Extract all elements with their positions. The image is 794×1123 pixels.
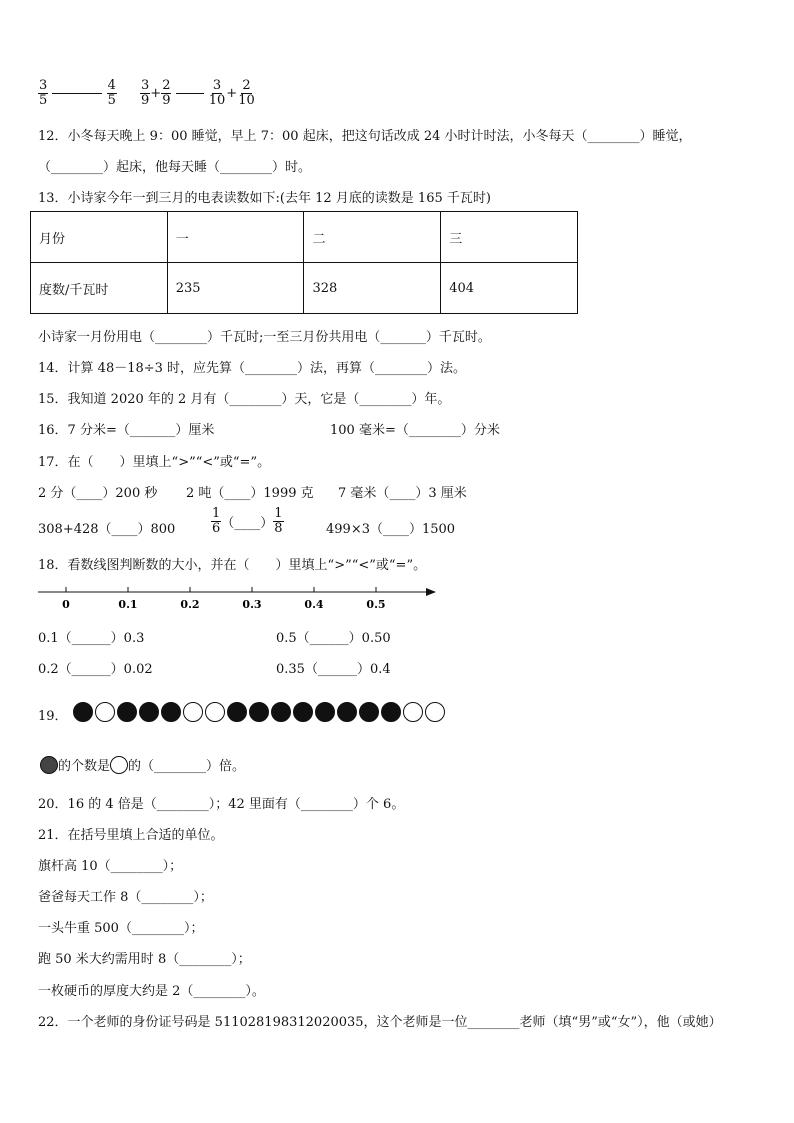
table-row (31, 212, 578, 263)
q18-item: 0.35（______）0.4 (276, 662, 391, 677)
q21-title: 21．在括号里填上合适的单位。 (38, 828, 224, 843)
circle-row (73, 702, 447, 722)
black-circle-icon (249, 702, 269, 722)
q19-number: 19． (38, 709, 68, 724)
number-line-label: 0.1 (118, 598, 138, 611)
number-line-arrow (426, 588, 436, 596)
q17-r2-c: 499×3（____）1500 (326, 522, 456, 537)
q17-title: 17．在（ ）里填上“>”“<”或“=”。 (38, 455, 271, 470)
q21-item: 跑 50 米大约需用时 8（________）； (38, 952, 251, 967)
black-circle-icon (117, 702, 137, 722)
q21-item: 旗杆高 10（________）； (38, 859, 183, 874)
black-circle-icon (337, 702, 357, 722)
table-cell: 二 (304, 212, 441, 263)
q18-item: 0.1（______）0.3 (38, 631, 145, 646)
white-circle-icon (183, 702, 203, 722)
q18-item: 0.2（______）0.02 (38, 662, 153, 677)
q12-line1: 12．小冬每天晚上 9：00 睡觉，早上 7：00 起床，把这句话改成 24 小时计时法，小冬每天（________）睡觉， (38, 129, 692, 144)
answer-blank[interactable] (52, 93, 102, 94)
q20: 20．16 的 4 倍是（________）；42 里面有（________）个 6。 (38, 797, 405, 812)
q12-line2: （________）起床，他每天睡（________）时。 (38, 160, 312, 175)
fraction: $\frac{3}{5}$ (39, 78, 48, 108)
white-circle-icon (95, 702, 115, 722)
q13-text: 13．小诗家今年一到三月的电表读数如下:(去年 12 月底的读数是 165 千瓦时) (38, 191, 491, 206)
number-line-label: 0.5 (366, 598, 386, 611)
q11-compare-1 (38, 79, 117, 108)
white-circle-icon (403, 702, 423, 722)
table-cell: 328 (304, 263, 441, 314)
black-circle-icon (139, 702, 159, 722)
black-circle-icon (271, 702, 291, 722)
fraction: $\frac{4}{5}$ (107, 78, 116, 108)
black-circle-icon (359, 702, 379, 722)
table-row (31, 263, 578, 314)
q18-title: 18．看数线图判断数的大小，并在（ ）里填上“>”“<”或“=”。 (38, 558, 427, 573)
black-circle-icon (315, 702, 335, 722)
q21-item: 一头牛重 500（________）； (38, 921, 204, 936)
black-circle-icon (293, 702, 313, 722)
number-line-label: 0 (62, 598, 70, 611)
number-line-label: 0.4 (304, 598, 324, 611)
table-cell: 度数/千瓦时 (31, 263, 168, 314)
q17-r2-b: $\frac{1}{6}$ （____） $\frac{1}{8}$ (212, 506, 283, 536)
table-cell: 三 (441, 212, 578, 263)
number-line-label: 0.3 (242, 598, 262, 611)
q15: 15．我知道 2020 年的 2 月有（________）天，它是（________）年。 (38, 392, 451, 407)
white-circle-icon (205, 702, 225, 722)
number-line (36, 584, 440, 612)
q21-item: 爸爸每天工作 8（________）； (38, 890, 213, 905)
fraction: $\frac{2}{10}$ (238, 78, 255, 108)
q17-r1-b: 2 吨（____）1999 克 (186, 486, 314, 501)
q14: 14．计算 48－18÷3 时，应先算（________）法，再算（________）法。 (38, 361, 467, 376)
q16-a: 16．7 分米=（_______）厘米 (38, 423, 215, 438)
q11-compare-2: $\frac{3}{9}$ + $\frac{2}{9}$ $\frac{3}{10}$ + $\frac{2}{10}$ (141, 78, 255, 108)
q19-question: 的个数是 的（________）倍。 (40, 755, 245, 774)
q21-item: 一枚硬币的厚度大约是 2（________）。 (38, 984, 265, 999)
q17-r1-a: 2 分（____）200 秒 (38, 486, 158, 501)
black-circle-icon (381, 702, 401, 722)
q17-r2-a: 308+428（____）800 (38, 522, 176, 537)
white-circle-icon (110, 756, 128, 774)
q16-b: 100 毫米=（________）分米 (330, 423, 500, 438)
table-cell: 一 (167, 212, 304, 263)
answer-blank[interactable] (176, 93, 204, 94)
fraction: $\frac{2}{9}$ (162, 78, 171, 108)
fraction: $\frac{3}{10}$ (208, 78, 226, 108)
table-cell: 月份 (31, 212, 168, 263)
meter-table (30, 211, 578, 314)
q17-r1-c: 7 毫米（____）3 厘米 (338, 486, 467, 501)
fraction: $\frac{3}{9}$ (141, 78, 150, 108)
q18-item: 0.5（______）0.50 (276, 631, 391, 646)
black-circle-icon (161, 702, 181, 722)
fraction: $\frac{1}{6}$ (212, 506, 221, 536)
white-circle-icon (425, 702, 445, 722)
black-circle-icon (73, 702, 93, 722)
q13-after: 小诗家一月份用电（________）千瓦时;一至三月份共用电（_______）千瓦时。 (38, 330, 491, 345)
black-circle-icon (40, 756, 58, 774)
black-circle-icon (227, 702, 247, 722)
table-cell: 235 (167, 263, 304, 314)
q22: 22．一个老师的身份证号码是 511028198312020035，这个老师是一位________老师（填“男”或“女”），他（或她） (38, 1015, 722, 1030)
table-cell: 404 (441, 263, 578, 314)
fraction: $\frac{1}{8}$ (274, 506, 283, 536)
number-line-label: 0.2 (180, 598, 200, 611)
